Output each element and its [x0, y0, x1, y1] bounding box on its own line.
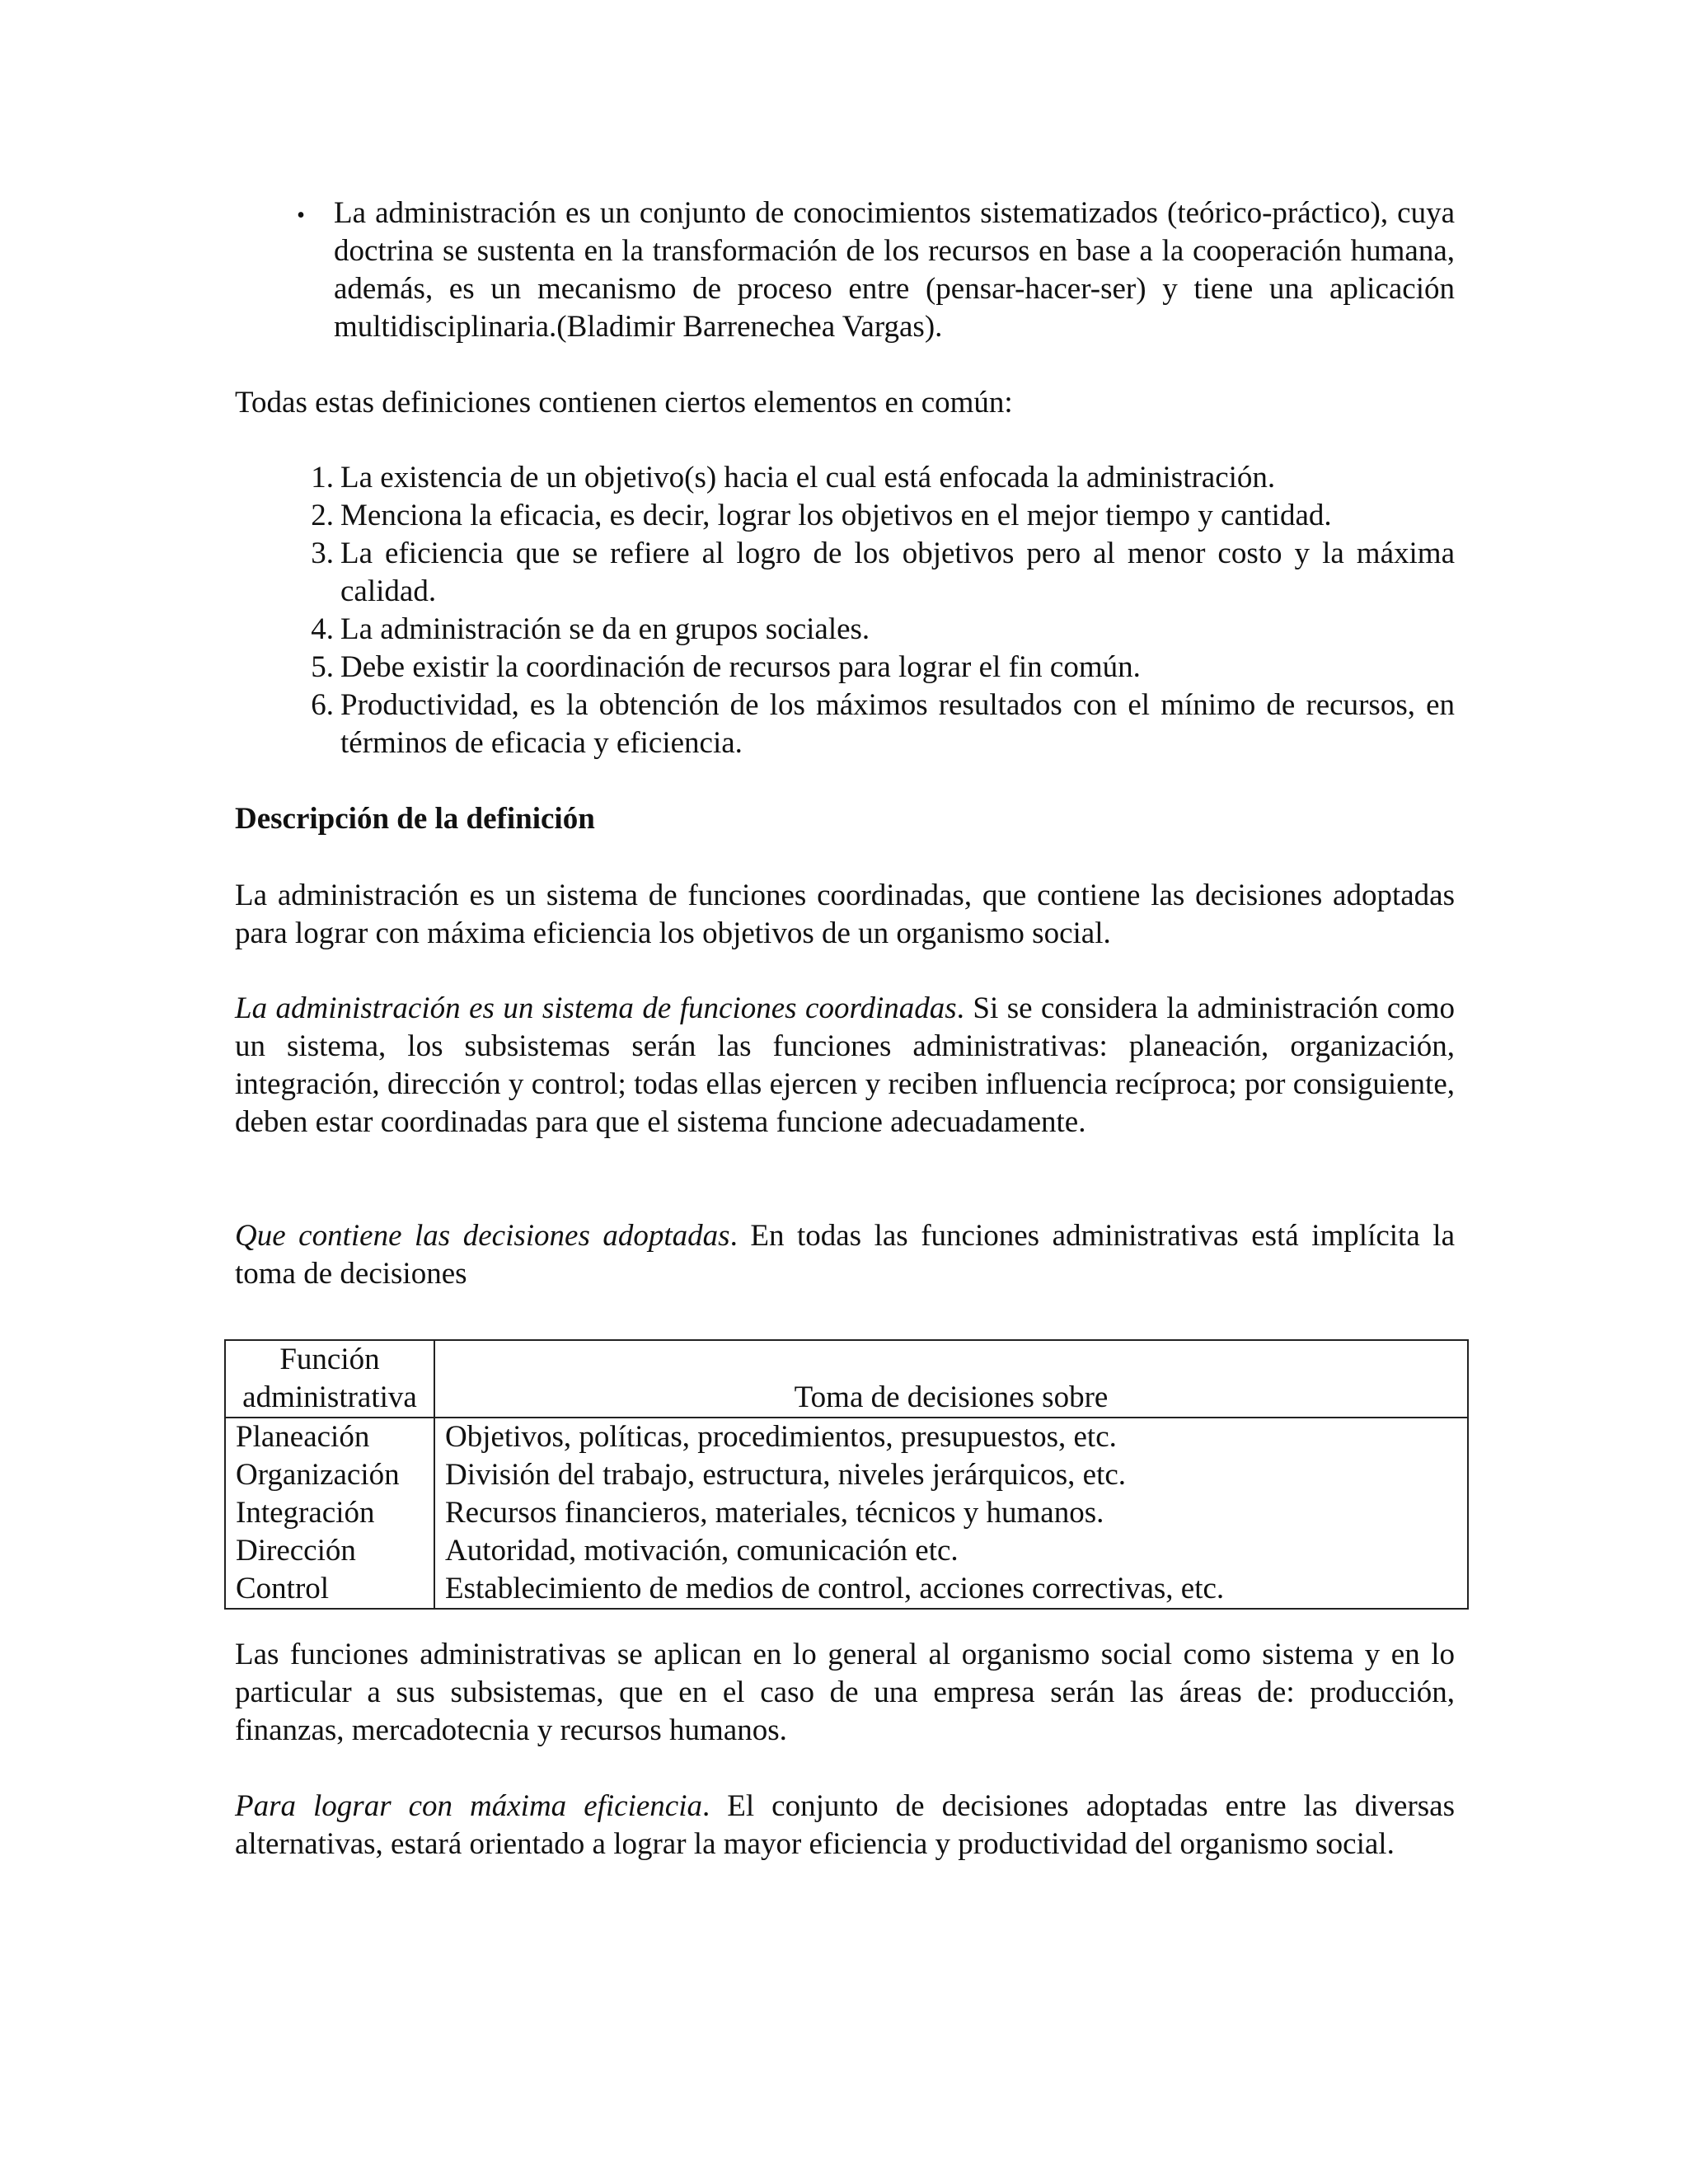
table-cell-function: Control [225, 1570, 434, 1609]
table-row [225, 1456, 1468, 1494]
table-cell-decisions: Objetivos, políticas, procedimientos, presupuestos, etc. [434, 1418, 1468, 1456]
decisions-table [224, 1339, 1469, 1610]
paragraph-text: . El conjunto de decisiones adoptadas entre las diversas alternativas, estará orientado a lograr la mayor eficiencia y productividad del organismo social. [235, 1789, 1455, 1861]
numbered-list-item [235, 687, 1455, 762]
italic-lead: Que contiene las decisiones adoptadas [235, 1219, 730, 1253]
italic-lead: Para lograr con máxima eficiencia [235, 1789, 702, 1823]
list-number: 3. [311, 537, 334, 570]
numbered-list-item [235, 611, 1455, 649]
paragraph-efficiency [235, 1788, 1455, 1863]
table-cell-decisions: Autoridad, motivación, comunicación etc. [434, 1532, 1468, 1570]
table-cell-decisions: Establecimiento de medios de control, acciones correctivas, etc. [434, 1570, 1468, 1609]
list-item-text: La eficiencia que se refiere al logro de los objetivos pero al menor costo y la máxima calidad. [340, 537, 1455, 608]
paragraph-system [235, 990, 1455, 1141]
paragraph-definition: La administración es un sistema de funciones coordinadas, que contiene las decisiones adoptadas para lograr con máxima eficiencia los objetivos de un organismo social. [235, 879, 1455, 950]
bullet-list-item [235, 194, 1455, 346]
bullet-marker: • [297, 203, 305, 228]
list-item-text: Productividad, es la obtención de los máximos resultados con el mínimo de recursos, en términos de eficacia y eficiencia. [340, 688, 1455, 760]
list-item-text: Debe existir la coordinación de recursos para lograr el fin común. [340, 650, 1141, 684]
paragraph-decisions [235, 1217, 1455, 1293]
italic-lead: La administración es un sistema de funciones coordinadas [235, 991, 957, 1025]
section-heading: Descripción de la definición [235, 802, 595, 836]
table-cell-function: Integración [225, 1494, 434, 1532]
list-item-text: Menciona la eficacia, es decir, lograr los objetivos en el mejor tiempo y cantidad. [340, 499, 1332, 532]
paragraph-functions: Las funciones administrativas se aplican en lo general al organismo social como sistema y en lo particular a sus subsistemas, que en el caso de una empresa serán las áreas de: producción, finanzas, mercadotecnia y recursos humanos. [235, 1638, 1455, 1747]
list-item-text: La existencia de un objetivo(s) hacia el cual está enfocada la administración. [340, 461, 1276, 494]
table-row [225, 1418, 1468, 1456]
numbered-list-item [235, 535, 1455, 611]
table-row [225, 1494, 1468, 1532]
numbered-list-item [235, 459, 1455, 497]
list-number: 2. [311, 499, 334, 532]
table-cell-function: Planeación [225, 1418, 434, 1456]
bullet-list [235, 194, 1455, 346]
paragraph-text: . Si se considera la administración como un sistema, los subsistemas serán las funciones administrativas: planeación, organización, integración, dirección y control; todas ellas ejercen y reciben influencia recíproca; por consiguiente, deben estar coordinadas para que el sistema funcione adecuadamente. [235, 991, 1455, 1139]
numbered-list-item [235, 497, 1455, 535]
table-header-row [225, 1340, 1468, 1418]
intro-common-elements: Todas estas definiciones contienen ciertos elementos en común: [235, 386, 1013, 419]
list-number: 6. [311, 688, 334, 722]
table-row [225, 1570, 1468, 1609]
list-number: 5. [311, 650, 334, 684]
table-cell-function: Organización [225, 1456, 434, 1494]
table-header-function: Función administrativa [225, 1340, 434, 1418]
paragraph-text: . En todas las funciones administrativas está implícita la toma de decisiones [235, 1219, 1455, 1291]
table-row [225, 1532, 1468, 1570]
list-number: 1. [311, 461, 334, 494]
numbered-list [235, 459, 1455, 762]
list-item-text: La administración se da en grupos sociales. [340, 612, 870, 646]
table-cell-decisions: División del trabajo, estructura, niveles jerárquicos, etc. [434, 1456, 1468, 1494]
table-cell-function: Dirección [225, 1532, 434, 1570]
list-number: 4. [311, 612, 334, 646]
table-header-decisions: Toma de decisiones sobre [434, 1340, 1468, 1418]
table-cell-decisions: Recursos financieros, materiales, técnicos y humanos. [434, 1494, 1468, 1532]
numbered-list-item [235, 649, 1455, 687]
bullet-item-text: La administración es un conjunto de conocimientos sistematizados (teórico-práctico), cuya doctrina se sustenta en la transformación de los recursos en base a la cooperación humana, además, es un mecanismo de proceso entre (pensar-hacer-ser) y tiene una aplicación multidisciplinaria.(Bladimir Barrenechea Vargas). [334, 196, 1455, 344]
